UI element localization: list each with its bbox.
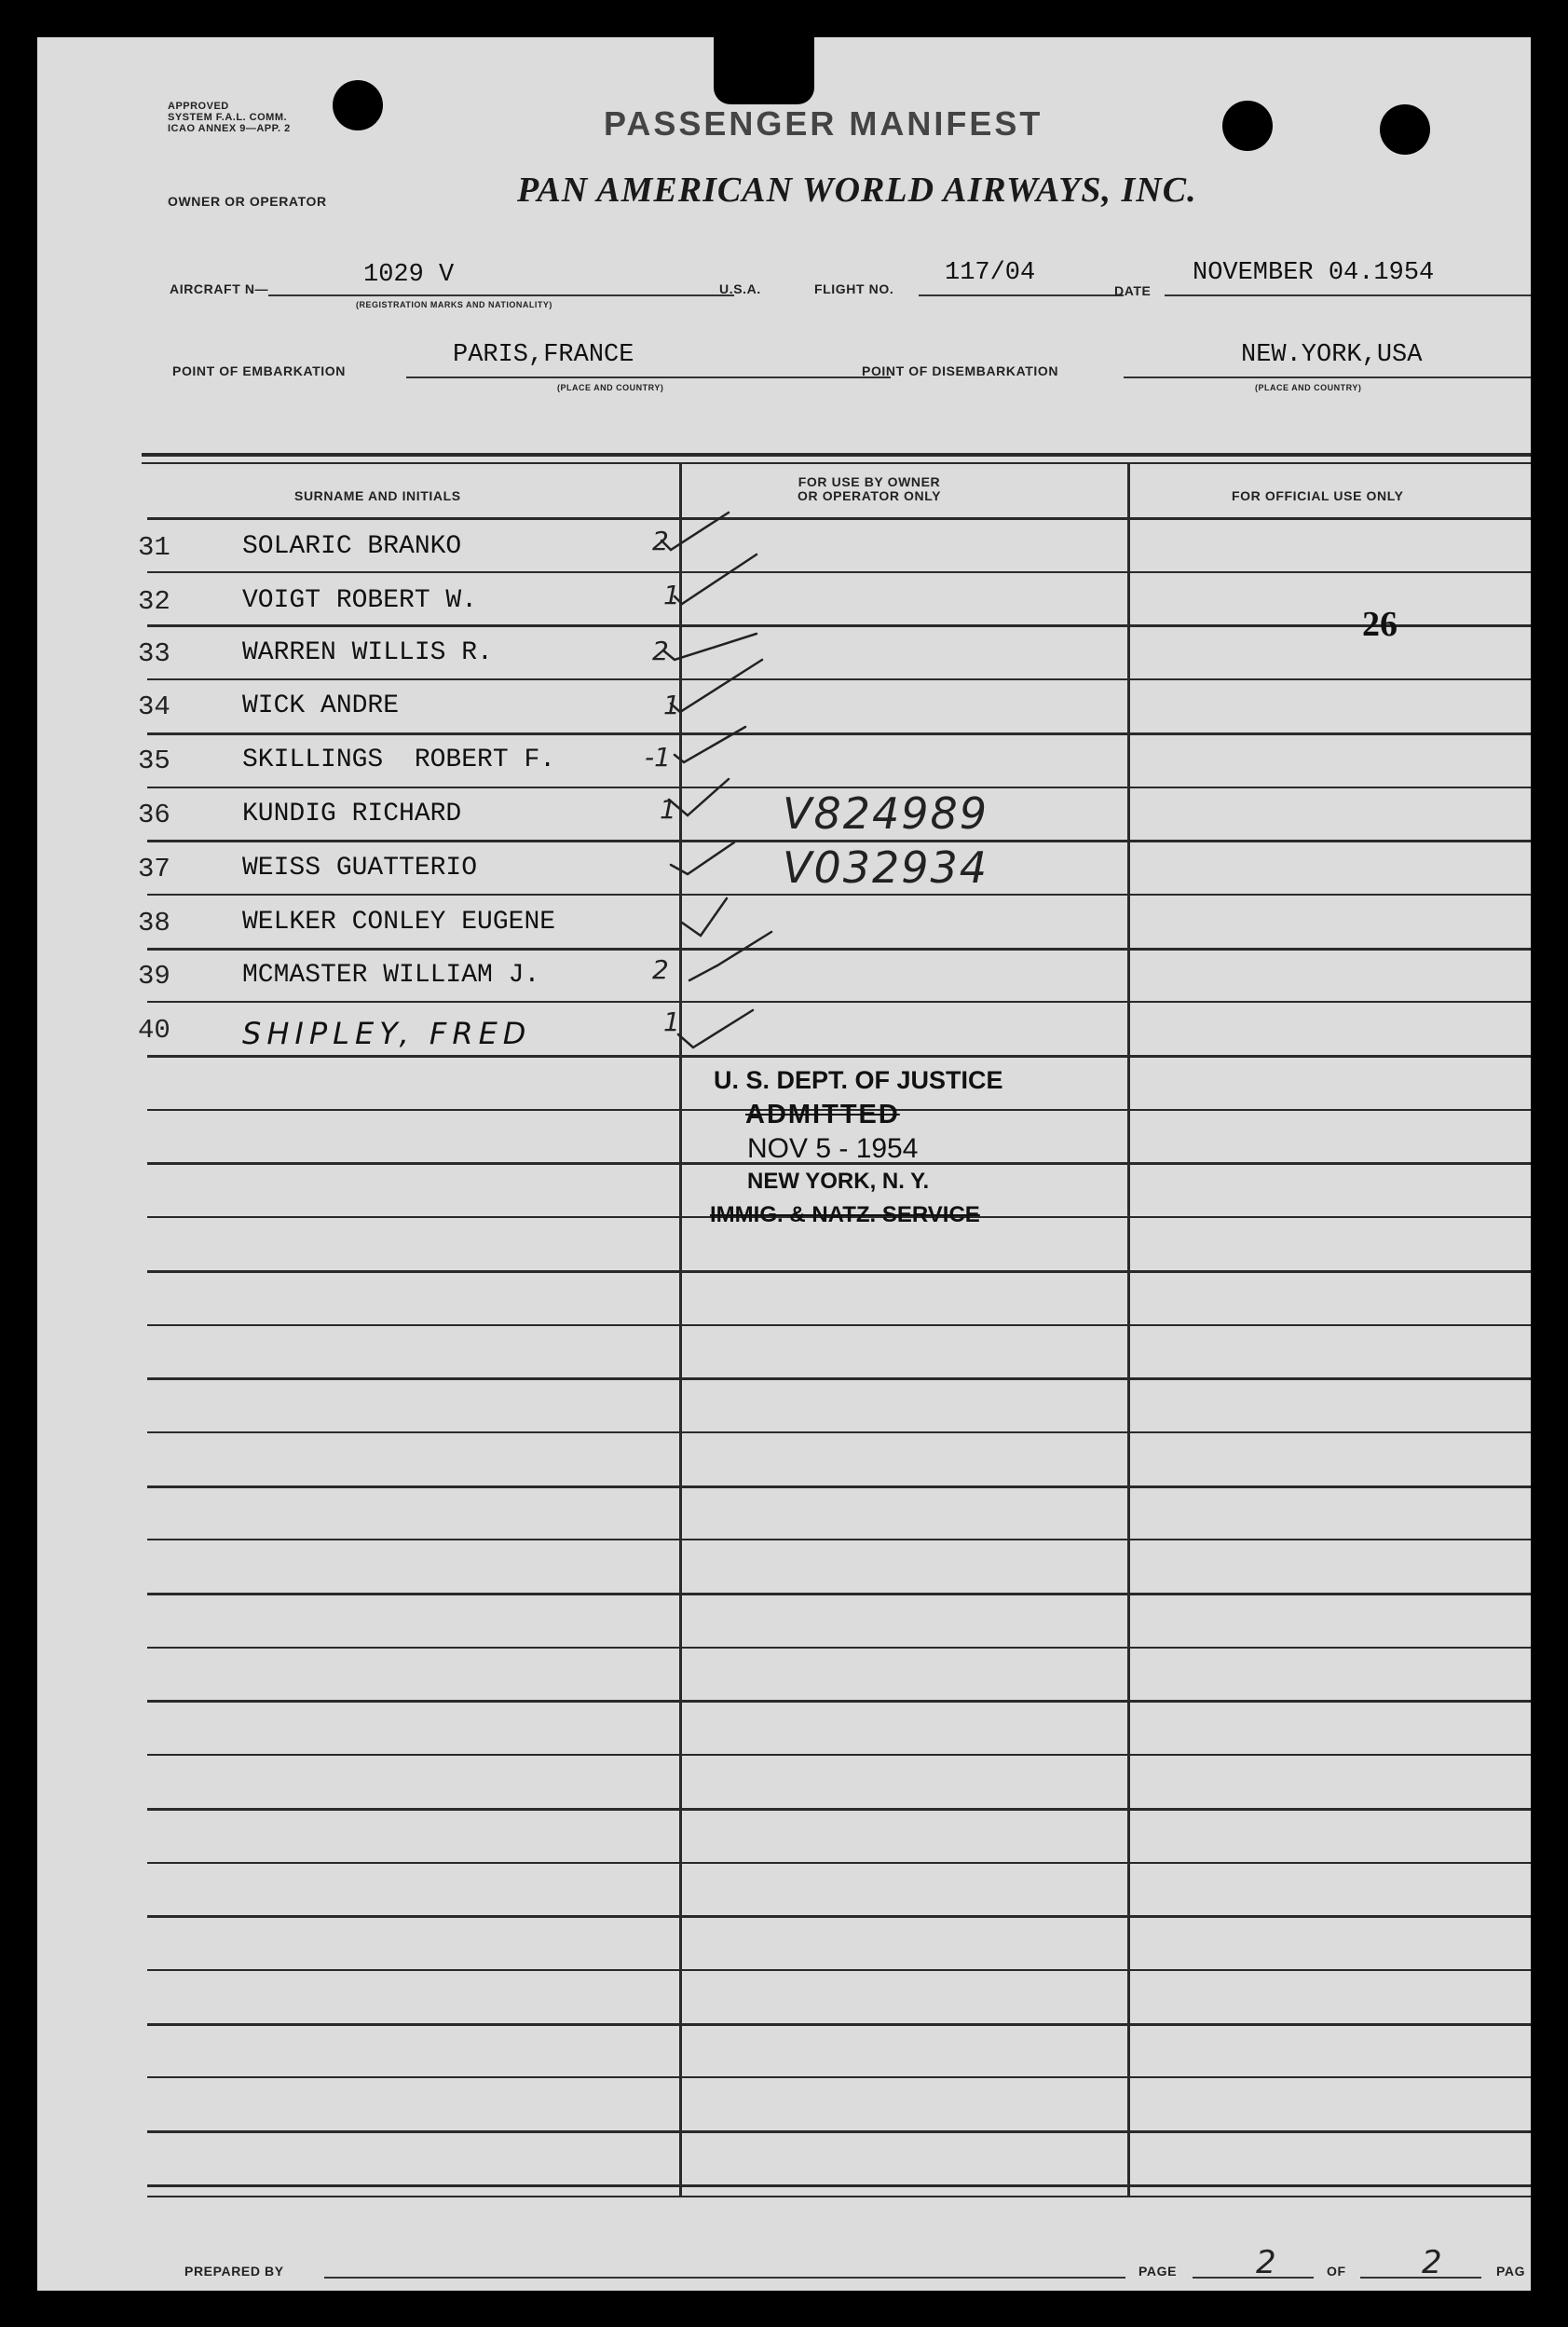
punch-hole-icon: [1380, 104, 1430, 155]
flight-value: 117/04: [945, 259, 1036, 287]
ruled-line: [147, 2023, 1531, 2026]
row-number: 40: [138, 1015, 170, 1046]
ruled-line: [147, 1969, 1531, 1971]
ruled-line: [147, 1539, 1531, 1540]
column-header-official: FOR OFFICIAL USE ONLY: [1232, 488, 1404, 503]
visa-number: V032934: [783, 842, 989, 893]
tally-mark: 1: [660, 794, 676, 825]
passenger-name: WICK ANDRE: [242, 691, 400, 720]
passenger-name: WEISS GUATTERIO: [242, 854, 478, 883]
aircraft-label: AIRCRAFT N—: [170, 281, 269, 296]
column-header-line: OR OPERATOR ONLY: [798, 488, 942, 503]
date-label: DATE: [1114, 283, 1152, 298]
tally-mark: 1: [663, 1006, 680, 1037]
ruled-line: [147, 1431, 1531, 1433]
ruled-line: [147, 1377, 1531, 1380]
row-number: 37: [138, 854, 170, 884]
ruled-line: [147, 1324, 1531, 1326]
approval-line: ICAO ANNEX 9—APP. 2: [168, 123, 291, 134]
ruled-line: [147, 1754, 1531, 1756]
row-number: 31: [138, 532, 170, 563]
ruled-line: [147, 2130, 1531, 2133]
embark-label: POINT OF EMBARKATION: [172, 363, 346, 378]
official-count: 26: [1362, 605, 1398, 644]
tally-mark: 1: [663, 580, 680, 610]
row-number: 34: [138, 691, 170, 722]
pages-label: PAG: [1496, 2264, 1526, 2279]
visa-number: V824989: [783, 788, 989, 839]
ruled-line: [147, 1915, 1531, 1918]
page-label: PAGE: [1139, 2264, 1178, 2279]
tally-mark: 2: [652, 636, 669, 666]
aircraft-value: 1029 V: [363, 261, 455, 289]
column-header-line: FOR USE BY OWNER: [798, 474, 941, 489]
page-total: 2: [1422, 2244, 1442, 2281]
ruled-line: [147, 2076, 1531, 2078]
prepared-by-label: PREPARED BY: [184, 2264, 284, 2279]
embark-note: (PLACE AND COUNTRY): [557, 383, 664, 392]
usa-label: U.S.A.: [719, 281, 761, 296]
tally-mark: 1: [663, 690, 680, 720]
flight-label: FLIGHT NO.: [814, 281, 894, 296]
passenger-name: WARREN WILLIS R.: [242, 638, 493, 667]
ruled-line: [147, 1700, 1531, 1703]
stamp-line: NEW YORK, N. Y.: [747, 1169, 930, 1194]
tally-mark: 2: [652, 954, 669, 985]
punch-hole-icon: [333, 80, 383, 130]
passenger-name: WELKER CONLEY EUGENE: [242, 908, 556, 937]
row-number: 36: [138, 800, 170, 830]
airline-name: PAN AMERICAN WORLD AIRWAYS, INC.: [517, 171, 1197, 210]
approval-line: APPROVED: [168, 101, 229, 112]
row-number: 39: [138, 961, 170, 992]
of-label: OF: [1327, 2264, 1346, 2279]
ruled-line: [147, 1485, 1531, 1488]
stamp-line: ADMITTED: [745, 1100, 900, 1129]
passenger-name: VOIGT ROBERT W.: [242, 586, 478, 615]
disembark-note: (PLACE AND COUNTRY): [1255, 383, 1362, 392]
row-number: 35: [138, 746, 170, 776]
tally-mark: -1: [645, 742, 671, 773]
ruled-line: [147, 1647, 1531, 1649]
page-title: PASSENGER MANIFEST: [604, 104, 1043, 143]
punch-hole-icon: [1222, 101, 1273, 151]
ruled-line: [147, 1808, 1531, 1811]
row-number: 38: [138, 908, 170, 938]
column-header-surname: SURNAME AND INITIALS: [294, 488, 461, 503]
column-header-owner: [798, 475, 941, 503]
passenger-name: SOLARIC BRANKO: [242, 532, 462, 561]
stamp-line: NOV 5 - 1954: [747, 1133, 919, 1164]
row-number: 32: [138, 586, 170, 617]
stamp-line: U. S. DEPT. OF JUSTICE: [714, 1066, 1003, 1094]
page-number: 2: [1256, 2244, 1276, 2281]
aircraft-note: (REGISTRATION MARKS AND NATIONALITY): [356, 300, 552, 309]
ruled-line: [147, 1270, 1531, 1273]
passenger-name: SKILLINGS ROBERT F.: [242, 746, 556, 774]
column-divider: [1127, 462, 1130, 2196]
disembark-label: POINT OF DISEMBARKATION: [862, 363, 1059, 378]
ruled-line: [147, 1593, 1531, 1595]
owner-label: OWNER OR OPERATOR: [168, 194, 327, 209]
binder-notch: [714, 37, 814, 104]
stamp-line: IMMIG. & NATZ. SERVICE: [710, 1202, 980, 1227]
embark-value: PARIS,FRANCE: [453, 341, 634, 369]
manifest-sheet: [37, 37, 1531, 2291]
approval-block: [168, 101, 291, 134]
tally-mark: 2: [652, 526, 669, 556]
passenger-name: MCMASTER WILLIAM J.: [242, 961, 540, 990]
passenger-name: KUNDIG RICHARD: [242, 800, 462, 828]
date-value: NOVEMBER 04.1954: [1193, 259, 1435, 287]
passenger-name-handwritten: SHIPLEY, FRED: [242, 1016, 532, 1051]
approval-line: SYSTEM F.A.L. COMM.: [168, 112, 288, 123]
ruled-line: [147, 1862, 1531, 1864]
disembark-value: NEW.YORK,USA: [1241, 341, 1423, 369]
row-number: 33: [138, 638, 170, 669]
